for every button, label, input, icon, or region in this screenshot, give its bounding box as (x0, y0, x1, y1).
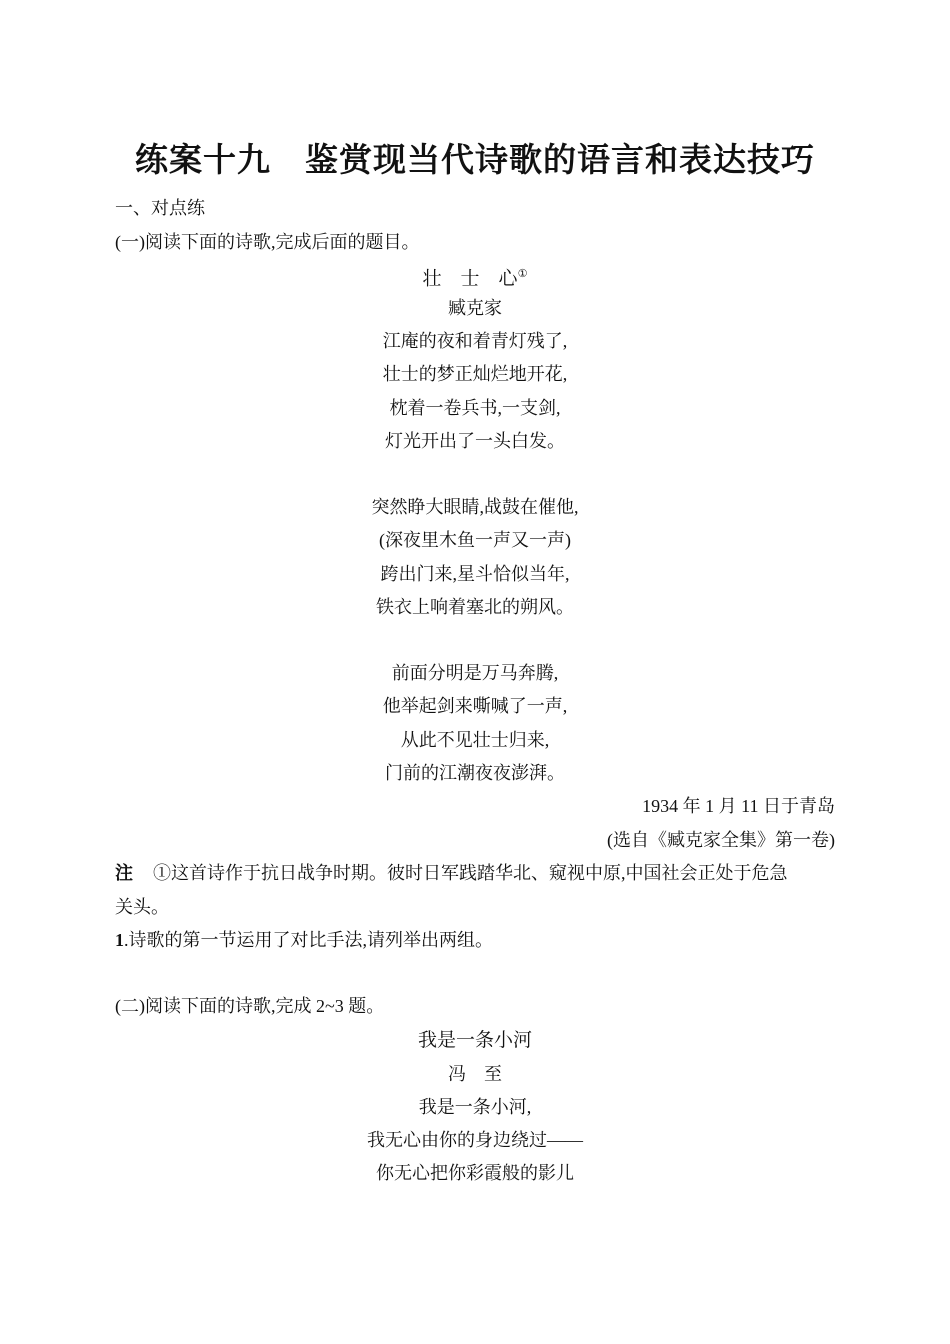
section-heading: 一、对点练 (115, 198, 205, 219)
footnote-continued: 关头。 (115, 897, 169, 917)
question-1 (115, 927, 835, 953)
poem1-line: 突然睁大眼睛,战鼓在催他, (371, 497, 579, 517)
poem1-line: 门前的江潮夜夜澎湃。 (385, 763, 565, 783)
poem1-title-text: 壮 士 心 (422, 267, 518, 290)
poem2-author: 冯 至 (448, 1064, 502, 1084)
poem1-source: (选自《臧克家全集》第一卷) (607, 830, 835, 850)
poem1-line: 他举起剑来嘶喊了一声, (382, 696, 568, 716)
poem1-line: 铁衣上响着塞北的朔风。 (376, 597, 574, 617)
poem1-line: (深夜里木鱼一声又一声) (379, 530, 571, 550)
question-number: 1 (115, 930, 124, 950)
note-label: 注 (115, 863, 133, 884)
part2-instruction: (二)阅读下面的诗歌,完成 2~3 题。 (115, 996, 385, 1016)
note-text: ①这首诗作于抗日战争时期。彼时日军践踏华北、窥视中原,中国社会正处于危急 (153, 863, 788, 883)
question-text: .诗歌的第一节运用了对比手法,请列举出两组。 (124, 930, 493, 950)
footnote-marker: ① (517, 267, 528, 280)
footnote (115, 860, 835, 887)
poem1-line: 江庵的夜和着青灯残了, (382, 331, 568, 351)
poem2-line: 我是一条小河, (418, 1097, 532, 1117)
poem1-author: 臧克家 (448, 298, 502, 318)
poem1-line: 壮士的梦正灿烂地开花, (382, 364, 568, 384)
page-title: 练案十九 鉴赏现当代诗歌的语言和表达技巧 (135, 140, 815, 179)
poem1-date: 1934 年 1 月 11 日于青岛 (642, 796, 835, 816)
poem1-line: 从此不见壮士归来, (400, 730, 550, 750)
poem1-line: 枕着一卷兵书,一支剑, (389, 398, 561, 418)
poem1-line: 跨出门来,星斗恰似当年, (380, 564, 570, 584)
poem2-line: 我无心由你的身边绕过—— (367, 1130, 583, 1150)
poem1-line: 前面分明是万马奔腾, (391, 663, 559, 683)
poem2-title: 我是一条小河 (417, 1029, 532, 1051)
poem2-line: 你无心把你彩霞般的影儿 (376, 1163, 574, 1183)
part1-instruction: (一)阅读下面的诗歌,完成后面的题目。 (115, 232, 420, 252)
poem1-line: 灯光开出了一头白发。 (385, 431, 565, 451)
poem1-title (0, 261, 950, 291)
